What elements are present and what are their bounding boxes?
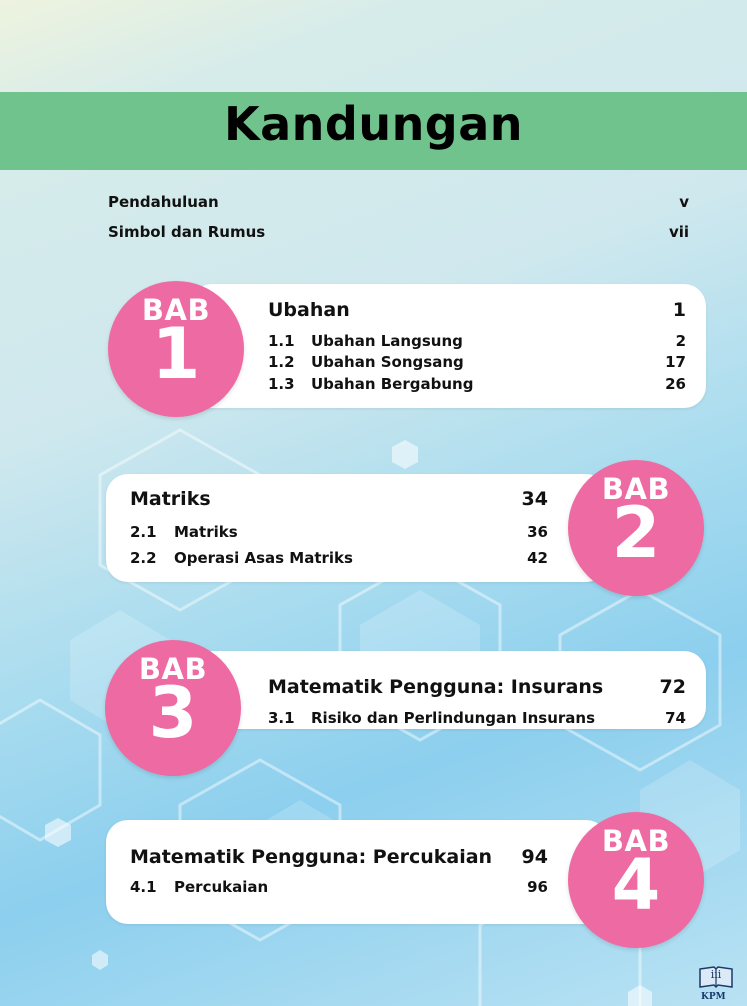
section-page: 17 [665, 353, 686, 371]
chapter-page: 1 [672, 299, 686, 321]
chapter-badge-label: BAB [138, 652, 208, 686]
section-title[interactable]: Ubahan Bergabung [311, 375, 474, 393]
chapter-page: 34 [521, 488, 548, 510]
page-number: iii [710, 968, 722, 981]
toc-front-page: v [679, 193, 689, 211]
chapter-badge-number: 4 [611, 844, 661, 926]
section-page: 96 [527, 878, 548, 896]
chapter-badge-3 [105, 640, 241, 776]
section-title[interactable]: Operasi Asas Matriks [174, 549, 353, 567]
chapter-badge-1 [108, 281, 244, 417]
section-number: 1.2 [268, 353, 295, 371]
chapter-badge-4 [568, 812, 704, 948]
chapter-badge-label: BAB [141, 293, 211, 327]
section-page: 36 [527, 523, 548, 541]
section-title[interactable]: Matriks [174, 523, 238, 541]
chapter-title[interactable]: Matriks [130, 488, 211, 510]
page-title: Kandungan [223, 97, 524, 151]
chapter-badge-2 [568, 460, 704, 596]
section-title[interactable]: Risiko dan Perlindungan Insurans [311, 709, 595, 727]
section-page: 74 [665, 709, 686, 727]
chapter-page: 94 [521, 846, 548, 868]
toc-front-label: Simbol dan Rumus [108, 223, 266, 241]
chapter-title[interactable]: Matematik Pengguna: Insurans [268, 676, 604, 698]
section-number: 1.1 [268, 332, 295, 350]
chapter-title[interactable]: Matematik Pengguna: Percukaian [130, 846, 493, 868]
chapter-card-4[interactable] [106, 820, 608, 924]
section-page: 42 [527, 549, 548, 567]
chapter-badge-label: BAB [601, 824, 671, 858]
section-title[interactable]: Percukaian [174, 878, 269, 896]
kpm-logo-text: KPM [701, 992, 726, 1002]
section-number: 2.1 [130, 523, 157, 541]
chapter-badge-number: 1 [151, 313, 201, 395]
toc-front-label: Pendahuluan [108, 193, 219, 211]
chapter-title[interactable]: Ubahan [268, 299, 350, 321]
section-number: 2.2 [130, 549, 157, 567]
section-number: 4.1 [130, 878, 157, 896]
chapter-badge-label: BAB [601, 472, 671, 506]
chapter-badge-number: 3 [148, 672, 198, 754]
section-number: 3.1 [268, 709, 295, 727]
chapter-page: 72 [659, 676, 686, 698]
section-page: 26 [665, 375, 686, 393]
section-page: 2 [675, 332, 686, 350]
section-number: 1.3 [268, 375, 295, 393]
section-title[interactable]: Ubahan Langsung [311, 332, 463, 350]
section-title[interactable]: Ubahan Songsang [311, 353, 464, 371]
toc-front-page: vii [668, 223, 689, 241]
chapter-badge-number: 2 [611, 492, 661, 574]
